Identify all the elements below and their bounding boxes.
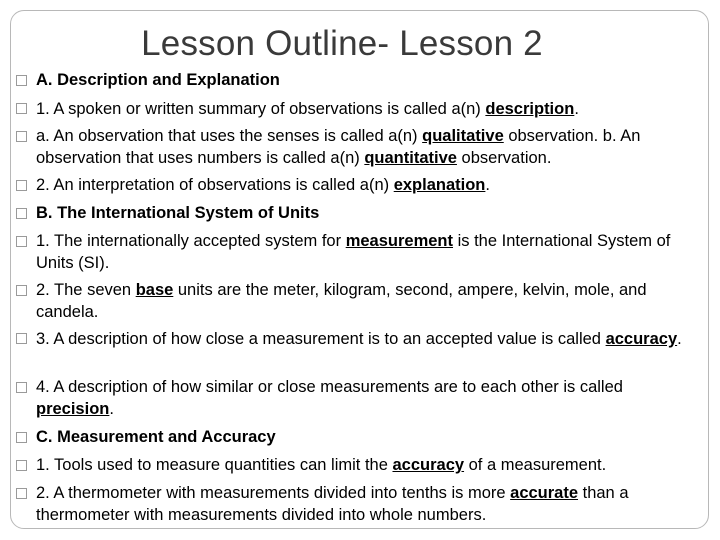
keyword-term: description bbox=[485, 100, 575, 118]
item-text: of a measurement. bbox=[464, 456, 607, 474]
item-text: than a thermometer with measurements divided into whole numbers. bbox=[36, 484, 629, 524]
bullet-icon bbox=[16, 180, 27, 191]
item-text: B. The International System of Units bbox=[36, 204, 320, 222]
keyword-term: accuracy bbox=[605, 330, 678, 348]
item-text: units are the meter, kilogram, second, ampere, kelvin, mole, and candela. bbox=[36, 281, 647, 321]
bullet-icon bbox=[16, 488, 27, 499]
keyword-term: precision bbox=[36, 400, 110, 418]
item-text: observation. bbox=[456, 149, 552, 167]
outline-item bbox=[36, 125, 696, 169]
outline-item bbox=[36, 98, 696, 120]
item-text: C. Measurement and Accuracy bbox=[36, 428, 276, 446]
item-text: 2. A thermometer with measurements divided into tenths is more bbox=[36, 484, 511, 502]
keyword-term: measurement bbox=[345, 232, 454, 250]
slide-title: Lesson Outline- Lesson 2 bbox=[141, 24, 543, 63]
item-text: . bbox=[109, 400, 114, 418]
outline-item bbox=[36, 230, 696, 274]
outline-item bbox=[36, 454, 696, 476]
item-text: 1. The internationally accepted system for bbox=[36, 232, 346, 250]
keyword-term: quantitative bbox=[364, 149, 457, 167]
bullet-icon bbox=[16, 131, 27, 142]
item-text: 3. A description of how close a measurement is to an accepted value is called bbox=[36, 330, 606, 348]
bullet-icon bbox=[16, 460, 27, 471]
item-text: . bbox=[574, 100, 579, 118]
item-text: . bbox=[677, 330, 682, 348]
item-text: . bbox=[485, 176, 490, 194]
outline-item bbox=[36, 426, 696, 448]
keyword-term: qualitative bbox=[422, 127, 504, 145]
bullet-icon bbox=[16, 285, 27, 296]
outline-item bbox=[36, 376, 696, 420]
bullet-icon bbox=[16, 103, 27, 114]
bullet-icon bbox=[16, 236, 27, 247]
bullet-icon bbox=[16, 382, 27, 393]
keyword-term: explanation bbox=[393, 176, 486, 194]
item-text: 4. A description of how similar or close measurements are to each other is called bbox=[36, 378, 623, 396]
item-text: observation. b. An observation that uses numbers is called a(n) bbox=[36, 127, 641, 167]
item-text: 2. An interpretation of observations is called a(n) bbox=[36, 176, 394, 194]
bullet-icon bbox=[16, 432, 27, 443]
keyword-term: accurate bbox=[510, 484, 579, 502]
keyword-term: accuracy bbox=[392, 456, 465, 474]
outline-item bbox=[36, 328, 696, 350]
bullet-icon bbox=[16, 75, 27, 86]
keyword-term: base bbox=[135, 281, 174, 299]
item-text: is the International System of Units (SI). bbox=[36, 232, 671, 272]
outline-item bbox=[36, 174, 696, 196]
bullet-icon bbox=[16, 333, 27, 344]
item-text: 1. A spoken or written summary of observations is called a(n) bbox=[36, 100, 486, 118]
item-text: A. Description and Explanation bbox=[36, 71, 280, 89]
outline-item bbox=[36, 69, 696, 91]
item-text: a. An observation that uses the senses is called a(n) bbox=[36, 127, 423, 145]
item-text: 2. The seven bbox=[36, 281, 136, 299]
outline-item bbox=[36, 279, 696, 323]
outline-item bbox=[36, 482, 696, 526]
item-text: 1. Tools used to measure quantities can limit the bbox=[36, 456, 393, 474]
bullet-icon bbox=[16, 208, 27, 219]
outline-item bbox=[36, 202, 696, 224]
